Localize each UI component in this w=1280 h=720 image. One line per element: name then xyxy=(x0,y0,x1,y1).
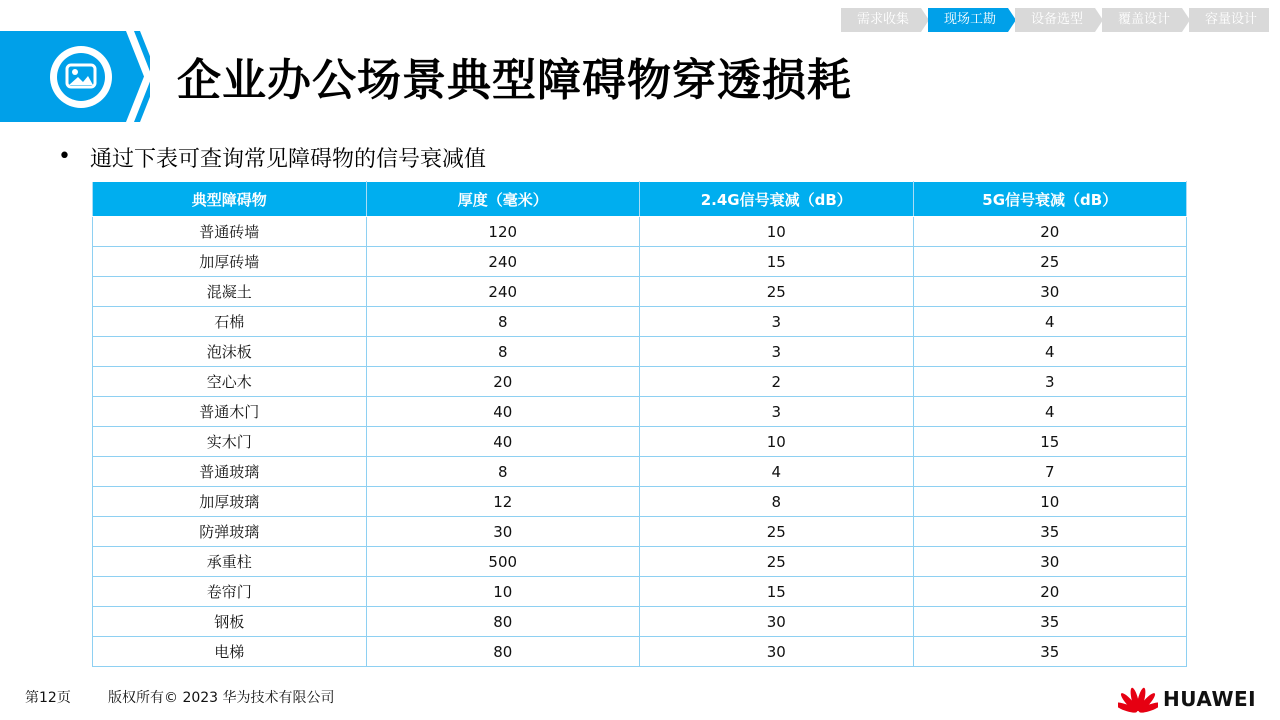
table-cell: 4 xyxy=(640,457,914,487)
table-cell: 15 xyxy=(640,577,914,607)
table-cell: 500 xyxy=(366,547,640,577)
table-cell: 4 xyxy=(913,337,1187,367)
table-cell: 10 xyxy=(366,577,640,607)
step-label: 现场工勘 xyxy=(943,12,996,27)
table-cell: 8 xyxy=(366,307,640,337)
step-capacity-design[interactable] xyxy=(1189,8,1269,32)
table-cell: 3 xyxy=(913,367,1187,397)
table-cell: 25 xyxy=(913,247,1187,277)
table-cell: 钢板 xyxy=(93,607,367,637)
intro-text: 通过下表可查询常见障碍物的信号衰减值 xyxy=(90,147,487,172)
table-row xyxy=(93,547,1187,577)
attenuation-table xyxy=(92,181,1187,667)
page-number: 第12页 xyxy=(25,690,71,706)
table-cell: 20 xyxy=(366,367,640,397)
bullet-dot: • xyxy=(58,144,71,169)
table-cell: 30 xyxy=(913,277,1187,307)
table-row xyxy=(93,577,1187,607)
column-header-thickness: 厚度（毫米） xyxy=(366,182,640,217)
table-cell: 电梯 xyxy=(93,637,367,667)
table-cell: 40 xyxy=(366,427,640,457)
huawei-petal-logo-icon xyxy=(1118,682,1158,714)
table-row xyxy=(93,337,1187,367)
table-cell: 8 xyxy=(366,337,640,367)
column-header-24g: 2.4G信号衰减（dB） xyxy=(640,182,914,217)
step-coverage-design[interactable] xyxy=(1102,8,1182,32)
table-cell: 25 xyxy=(640,517,914,547)
table-cell: 25 xyxy=(640,277,914,307)
table-header-row xyxy=(93,182,1187,217)
table-cell: 80 xyxy=(366,637,640,667)
table-row xyxy=(93,367,1187,397)
table-cell: 35 xyxy=(913,517,1187,547)
table-cell: 2 xyxy=(640,367,914,397)
table-cell: 30 xyxy=(640,607,914,637)
table-cell: 35 xyxy=(913,637,1187,667)
table-cell: 普通砖墙 xyxy=(93,217,367,247)
header-banner xyxy=(0,31,150,122)
table-cell: 30 xyxy=(913,547,1187,577)
table-row xyxy=(93,397,1187,427)
table-row xyxy=(93,217,1187,247)
table-cell: 10 xyxy=(640,427,914,457)
table-cell: 加厚玻璃 xyxy=(93,487,367,517)
table-row xyxy=(93,517,1187,547)
table-cell: 加厚砖墙 xyxy=(93,247,367,277)
table-cell: 12 xyxy=(366,487,640,517)
table-cell: 10 xyxy=(913,487,1187,517)
image-icon xyxy=(50,46,112,108)
table-cell: 防弹玻璃 xyxy=(93,517,367,547)
table-cell: 30 xyxy=(366,517,640,547)
page-title: 企业办公场景典型障碍物穿透损耗 xyxy=(177,55,852,106)
table-cell: 实木门 xyxy=(93,427,367,457)
table-cell: 240 xyxy=(366,277,640,307)
copyright-text: 版权所有© 2023 华为技术有限公司 xyxy=(108,690,335,706)
step-requirements[interactable] xyxy=(841,8,921,32)
table-cell: 普通玻璃 xyxy=(93,457,367,487)
table-cell: 15 xyxy=(913,427,1187,457)
table-cell: 40 xyxy=(366,397,640,427)
table-cell: 30 xyxy=(640,637,914,667)
table-cell: 空心木 xyxy=(93,367,367,397)
table-cell: 10 xyxy=(640,217,914,247)
column-header-5g: 5G信号衰减（dB） xyxy=(913,182,1187,217)
step-label: 容量设计 xyxy=(1204,12,1257,27)
table-cell: 3 xyxy=(640,337,914,367)
table-cell: 4 xyxy=(913,307,1187,337)
table-cell: 卷帘门 xyxy=(93,577,367,607)
table-cell: 8 xyxy=(640,487,914,517)
step-device-selection[interactable] xyxy=(1015,8,1095,32)
table-row xyxy=(93,607,1187,637)
step-site-survey[interactable] xyxy=(928,8,1008,32)
table-cell: 35 xyxy=(913,607,1187,637)
table-row xyxy=(93,487,1187,517)
table-cell: 240 xyxy=(366,247,640,277)
table-cell: 3 xyxy=(640,307,914,337)
table-cell: 80 xyxy=(366,607,640,637)
table-row xyxy=(93,277,1187,307)
table-cell: 7 xyxy=(913,457,1187,487)
brand-name: HUAWEI xyxy=(1163,687,1257,711)
step-label: 覆盖设计 xyxy=(1117,12,1170,27)
table-row xyxy=(93,637,1187,667)
table-row xyxy=(93,247,1187,277)
table-cell: 混凝土 xyxy=(93,277,367,307)
table-cell: 20 xyxy=(913,577,1187,607)
step-label: 设备选型 xyxy=(1030,12,1083,27)
table-cell: 120 xyxy=(366,217,640,247)
table-cell: 3 xyxy=(640,397,914,427)
column-header-obstacle: 典型障碍物 xyxy=(93,182,367,217)
table-cell: 泡沫板 xyxy=(93,337,367,367)
table-cell: 8 xyxy=(366,457,640,487)
table-row xyxy=(93,427,1187,457)
table-cell: 25 xyxy=(640,547,914,577)
step-label: 需求收集 xyxy=(856,12,909,27)
table-cell: 石棉 xyxy=(93,307,367,337)
table-cell: 4 xyxy=(913,397,1187,427)
table-cell: 20 xyxy=(913,217,1187,247)
table-cell: 普通木门 xyxy=(93,397,367,427)
table-row xyxy=(93,457,1187,487)
table-cell: 15 xyxy=(640,247,914,277)
table-cell: 承重柱 xyxy=(93,547,367,577)
table-row xyxy=(93,307,1187,337)
